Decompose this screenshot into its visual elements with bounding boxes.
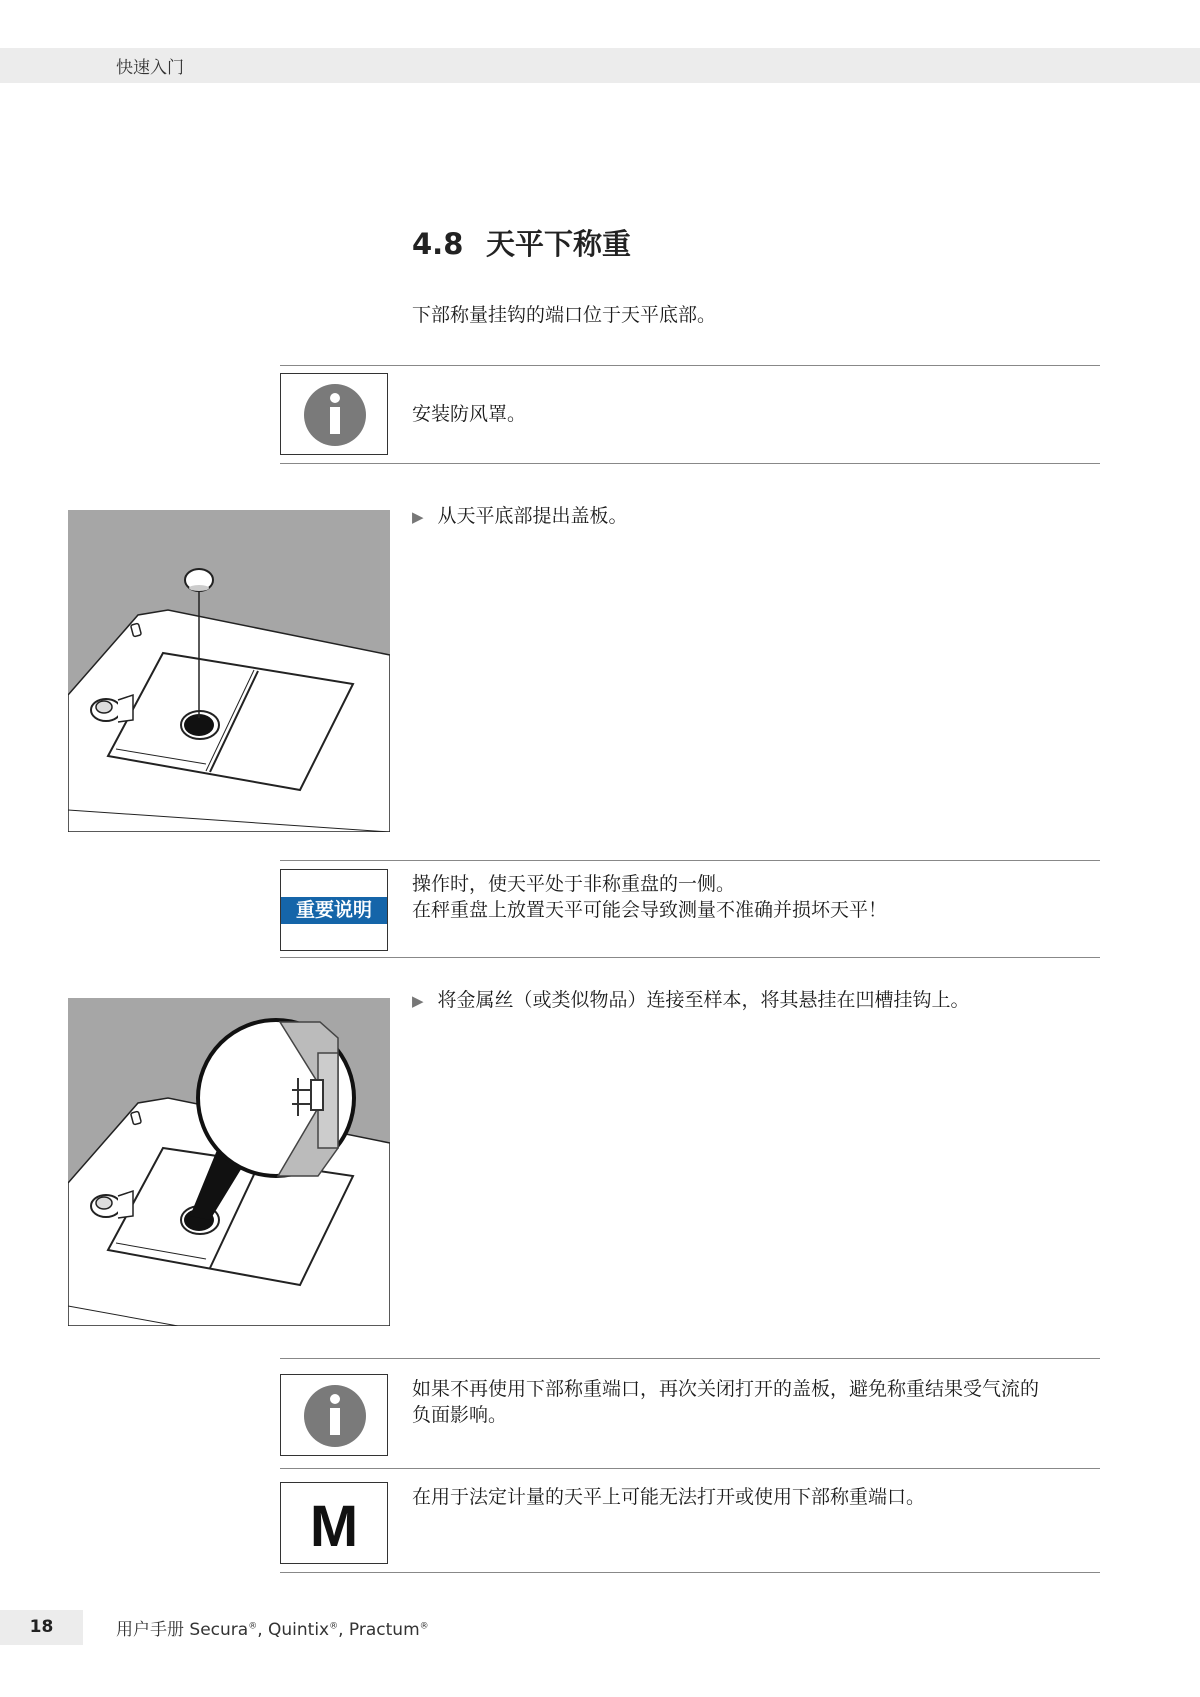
- divider: [280, 1572, 1100, 1573]
- intro-paragraph: 下部称量挂钩的端口位于天平底部。: [412, 304, 717, 326]
- step-arrow-icon: ▶: [412, 992, 424, 1010]
- info-icon: [280, 1374, 388, 1456]
- info-icon: [280, 373, 388, 455]
- divider: [280, 1468, 1100, 1469]
- step-1: [412, 503, 628, 530]
- divider: [280, 463, 1100, 464]
- divider: [280, 957, 1100, 958]
- divider: [280, 365, 1100, 366]
- divider: [280, 1358, 1100, 1359]
- m-letter: M: [309, 1494, 359, 1559]
- reg-mark: ®: [419, 1621, 429, 1632]
- important-line-2: 在秤重盘上放置天平可能会导致测量不准确并损坏天平！: [412, 899, 888, 921]
- footer-manual-title: [116, 1615, 429, 1640]
- section-title: 天平下称重: [486, 227, 632, 261]
- section-number: 4.8: [412, 227, 464, 261]
- footer-product-3: Practum: [348, 1620, 420, 1640]
- m-icon: [280, 1482, 388, 1564]
- footer-separator: ,: [338, 1620, 349, 1640]
- note3-text: 在用于法定计量的天平上可能无法打开或使用下部称重端口。: [412, 1486, 926, 1508]
- note1-text: 安装防风罩。: [412, 403, 527, 425]
- step-1-text: 从天平底部提出盖板。: [437, 505, 628, 527]
- note2-line-1: 如果不再使用下部称重端口，再次关闭打开的盖板，避免称重结果受气流的: [412, 1378, 1040, 1400]
- step-arrow-icon: ▶: [412, 508, 424, 526]
- note2-line-2: 负面影响。: [412, 1404, 508, 1426]
- reg-mark: ®: [329, 1621, 339, 1632]
- footer-product-1: Secura: [189, 1620, 249, 1640]
- reg-mark: ®: [248, 1621, 258, 1632]
- divider: [280, 860, 1100, 861]
- figure-attach-hook: [68, 998, 390, 1326]
- figure-remove-cover: [68, 510, 390, 832]
- section-heading: [412, 222, 631, 263]
- important-notice-badge: [280, 869, 388, 951]
- step-2-text: 将金属丝（或类似物品）连接至样本，将其悬挂在凹槽挂钩上。: [437, 989, 970, 1011]
- footer-product-2: Quintix: [268, 1620, 330, 1640]
- footer-prefix: 用户手册: [116, 1620, 190, 1640]
- step-2: [412, 987, 970, 1014]
- important-line-1: 操作时，使天平处于非称重盘的一侧。: [412, 873, 736, 895]
- footer-separator: ,: [257, 1620, 268, 1640]
- page-number: 18: [29, 1617, 54, 1637]
- header-section-title: 快速入门: [116, 58, 184, 78]
- important-label: 重要说明: [281, 897, 387, 924]
